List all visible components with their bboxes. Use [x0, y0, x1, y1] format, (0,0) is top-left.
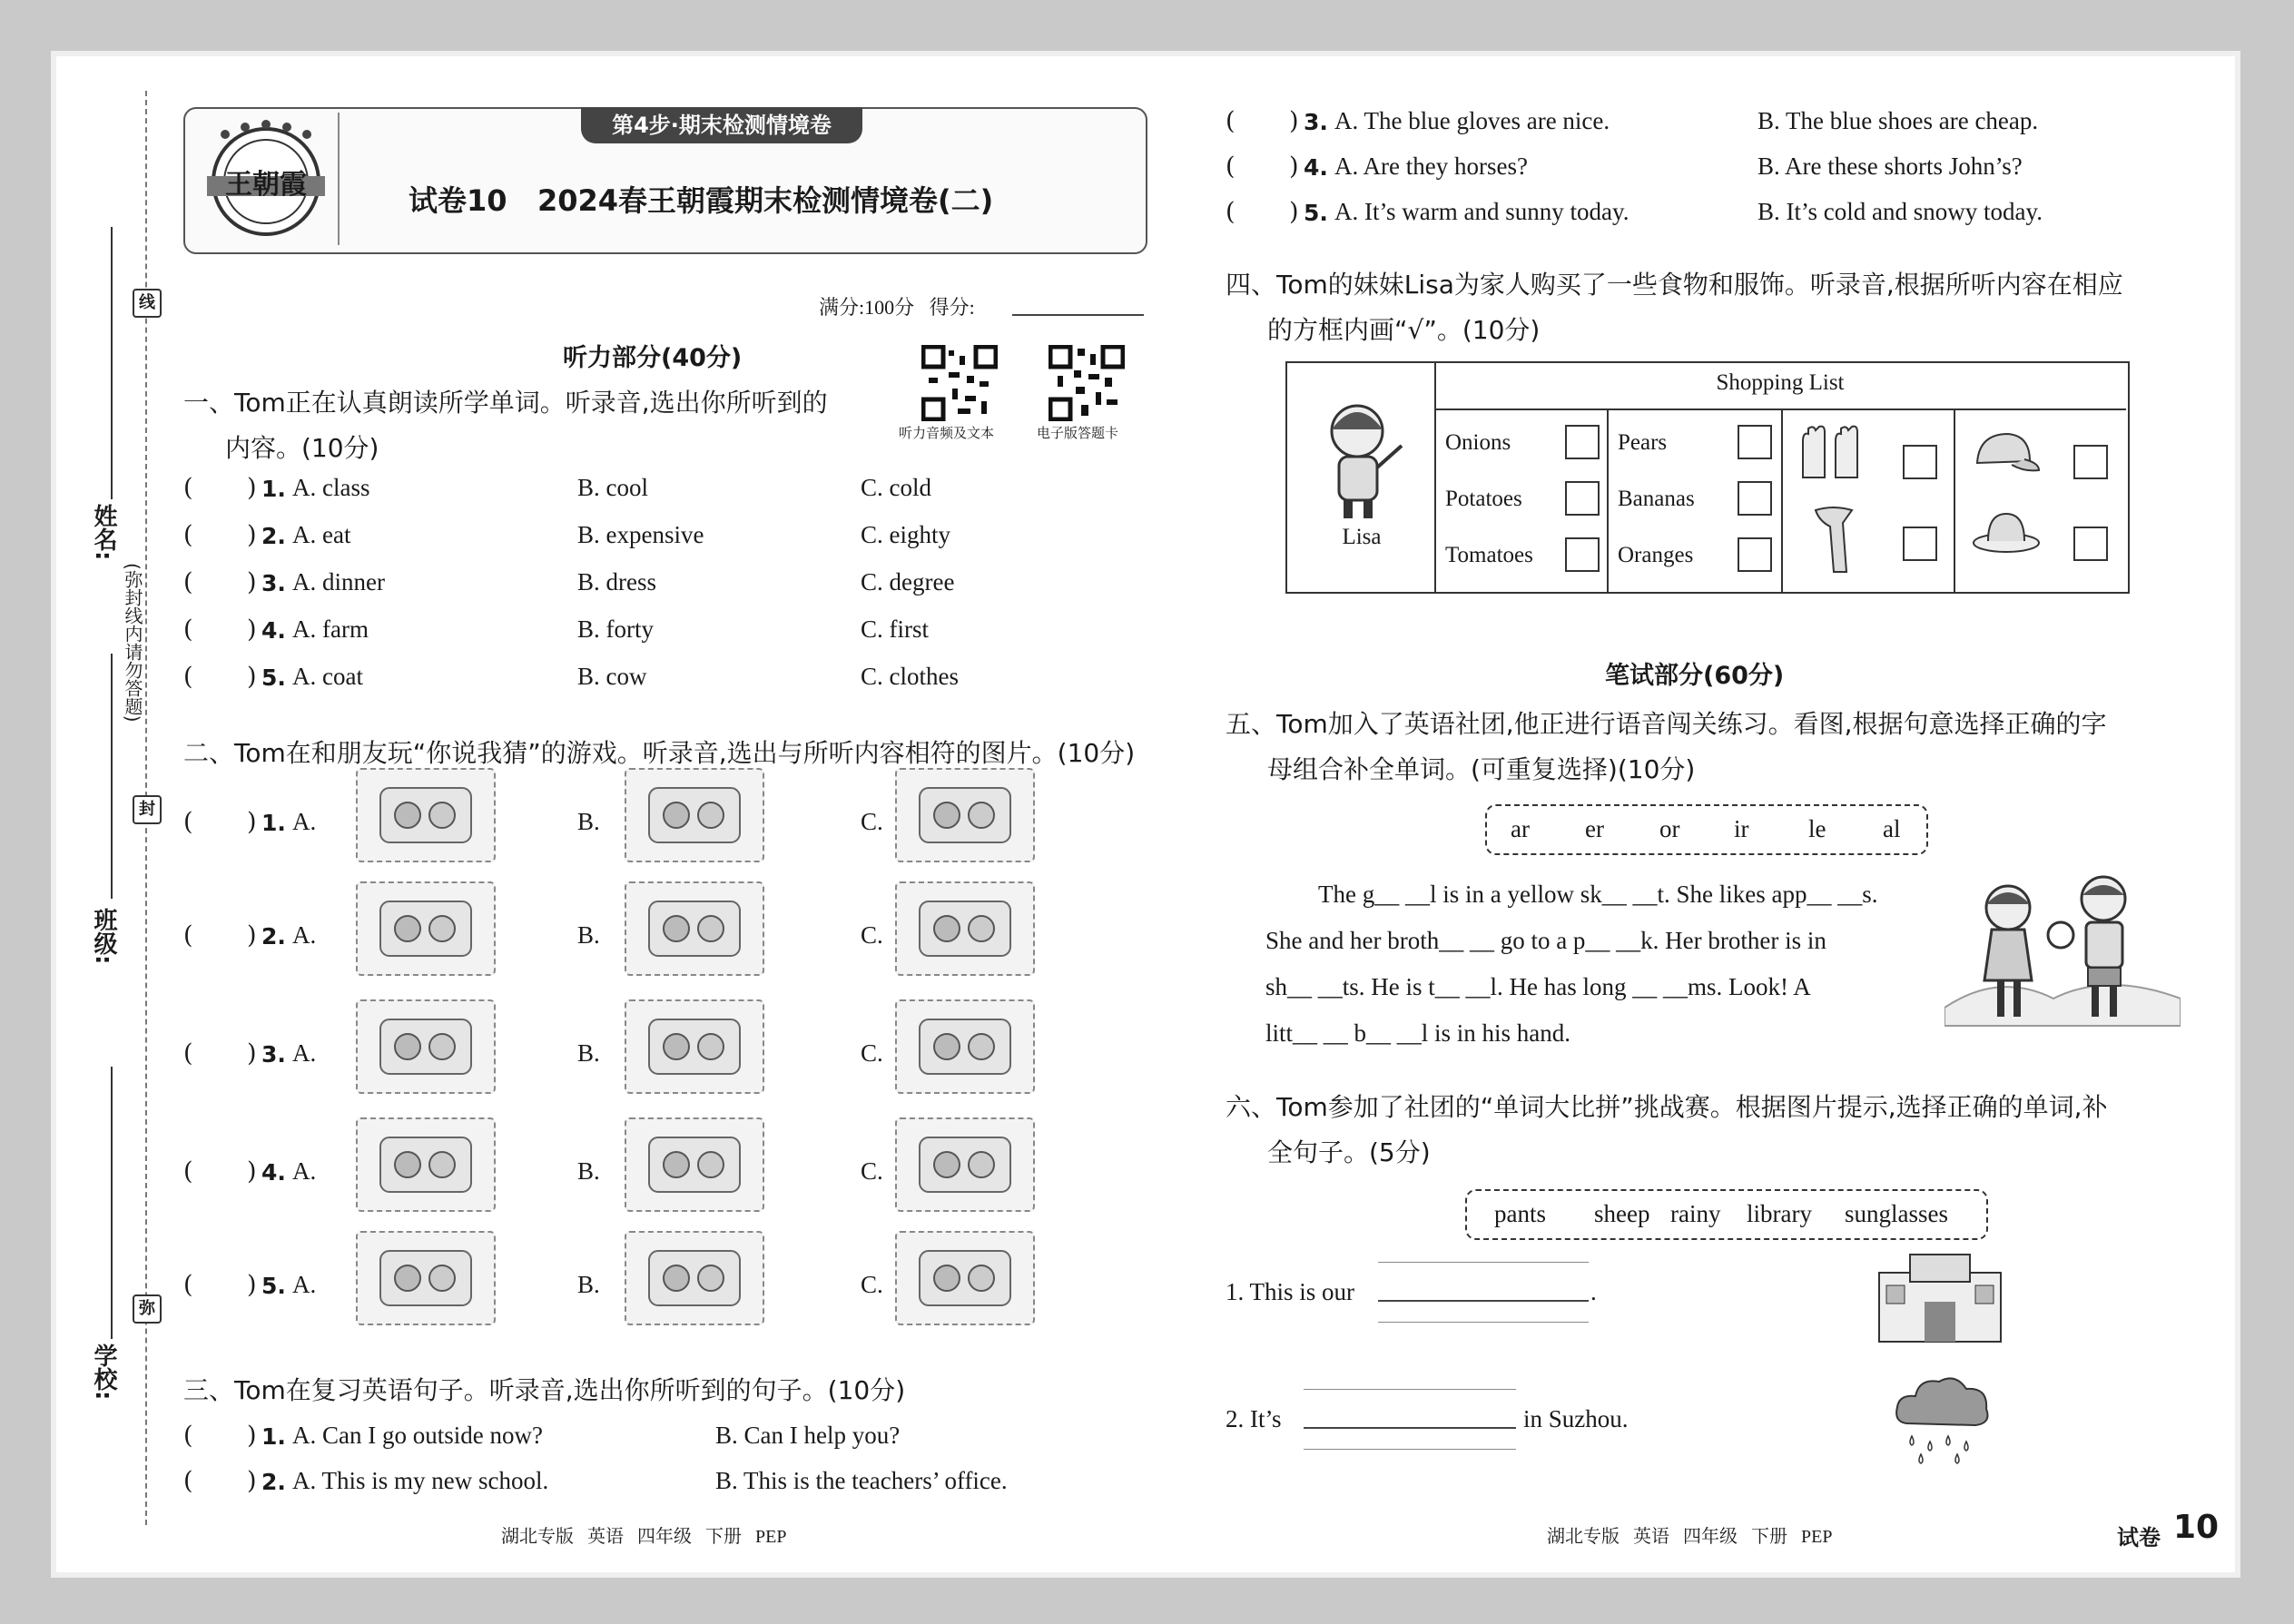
letter-options-box — [1485, 804, 1928, 855]
section4-title-cont: 的方框内画“√”。(10分) — [1267, 315, 1541, 345]
answer-blank-close: ) — [1289, 153, 1299, 181]
table-divider-c3 — [1781, 408, 1783, 592]
option-b[interactable]: B. This is the teachers’ office. — [715, 1467, 1008, 1494]
green-beans-image[interactable] — [356, 999, 496, 1094]
listening-heading: 听力部分(40分) — [563, 344, 743, 372]
option-b[interactable]: B. It’s cold and snowy today. — [1757, 198, 2043, 225]
food-potatoes-label: Potatoes — [1445, 487, 1522, 511]
kids-eating-image[interactable] — [356, 1117, 496, 1212]
option-c[interactable]: C. cold — [861, 474, 931, 501]
option-a-label: A. — [292, 1157, 317, 1185]
section6-title: 六、Tom参加了社团的“单词大比拼”挑战赛。根据图片提示,选择正确的单词,补 — [1226, 1092, 2108, 1122]
food-potatoes-checkbox[interactable] — [1565, 481, 1600, 516]
hat-image — [1970, 505, 2043, 563]
food-tomatoes-label: Tomatoes — [1445, 543, 1533, 567]
food-pears-label: Pears — [1618, 430, 1668, 455]
item-number: 2. — [261, 523, 286, 549]
answer-blank[interactable]: ( — [183, 474, 193, 502]
word-option[interactable]: sheep — [1594, 1200, 1650, 1227]
item-number: 4. — [261, 617, 286, 644]
q1-guide-top — [1378, 1262, 1589, 1263]
class-field[interactable] — [111, 654, 113, 899]
s6-q1-prefix: 1. This is our — [1226, 1278, 1355, 1305]
option-a[interactable]: A. dinner — [292, 568, 385, 595]
section2-title: 二、Tom在和朋友玩“你说我猜”的游戏。听录音,选出与所听内容相符的图片。(10分) — [183, 738, 1136, 768]
q2-guide-bottom — [1304, 1449, 1516, 1450]
answer-blank-close: ) — [247, 474, 257, 502]
sneakers-image[interactable] — [625, 1231, 764, 1325]
item-number: 1. — [261, 1423, 286, 1450]
s6-q1-answer[interactable] — [1378, 1300, 1589, 1302]
item-number: 5. — [261, 1273, 286, 1299]
cap-image[interactable] — [625, 881, 764, 976]
answer-blank[interactable]: ( — [183, 1422, 193, 1450]
answer-blank-close: ) — [247, 521, 257, 549]
item-number: 3. — [1304, 109, 1328, 135]
qr-caption-answer-sheet: 电子版答题卡 — [1037, 425, 1119, 441]
answer-blank-close: ) — [247, 615, 257, 644]
option-b-label: B. — [577, 921, 600, 949]
food-bananas-checkbox[interactable] — [1738, 481, 1772, 516]
answer-blank-close: ) — [1289, 107, 1299, 135]
answer-blank[interactable]: ( — [1226, 198, 1236, 226]
gloves-image — [1796, 423, 1868, 487]
lisa-label: Lisa — [1342, 525, 1382, 549]
letter-option[interactable]: er — [1585, 815, 1604, 842]
answer-blank-close: ) — [247, 808, 257, 836]
room-image[interactable] — [895, 768, 1035, 862]
option-c[interactable]: C. clothes — [861, 663, 959, 690]
class-label: 班级: — [90, 908, 117, 965]
umbrella-image[interactable] — [356, 881, 496, 976]
seal-mark-xian: 线 — [133, 289, 162, 318]
letter-option[interactable]: ir — [1734, 815, 1749, 842]
option-b[interactable]: B. forty — [577, 615, 654, 643]
answer-blank[interactable]: ( — [183, 615, 193, 644]
item-number: 1. — [261, 476, 286, 502]
option-a[interactable]: A. farm — [292, 615, 369, 643]
answer-blank[interactable]: ( — [183, 1271, 193, 1299]
gloves-checkbox[interactable] — [1903, 445, 1937, 479]
option-c-label: C. — [861, 921, 883, 949]
score-line: 满分:100分 得分: — [819, 296, 975, 319]
answer-blank[interactable]: ( — [183, 568, 193, 596]
option-a[interactable]: A. Are they horses? — [1334, 153, 1528, 180]
shopping-list-title: Shopping List — [1716, 370, 1845, 395]
food-oranges-checkbox[interactable] — [1738, 537, 1772, 572]
letter-option[interactable]: al — [1883, 815, 1901, 842]
answer-blank[interactable]: ( — [183, 663, 193, 691]
letter-option[interactable]: ar — [1511, 815, 1530, 842]
school-field[interactable] — [111, 1067, 113, 1339]
option-b[interactable]: B. cool — [577, 474, 648, 501]
cap-image — [1970, 427, 2043, 481]
option-c-label: C. — [861, 1157, 883, 1185]
option-b-label: B. — [577, 1271, 600, 1298]
rain-cloud-image — [1890, 1369, 1995, 1469]
section6-title-cont: 全句子。(5分) — [1267, 1137, 1431, 1167]
socks-image[interactable] — [356, 1231, 496, 1325]
vegetable-basket-image[interactable] — [895, 999, 1035, 1094]
hat-checkbox[interactable] — [2073, 527, 2108, 561]
passage-line[interactable]: She and her broth__ __ go to a p__ __k. Her brother is in — [1265, 927, 1826, 954]
seal-notice: (弥封线内请勿答题) — [122, 563, 143, 723]
footer-left: 湖北专版 英语 四年级 下册 PEP — [501, 1527, 787, 1547]
option-c-label: C. — [861, 1271, 883, 1298]
answer-blank-close: ) — [247, 1467, 257, 1495]
seal-mark-mi: 弥 — [133, 1294, 162, 1324]
item-number: 4. — [1304, 154, 1328, 181]
s6-q1-suffix: . — [1590, 1278, 1597, 1305]
answer-blank[interactable]: ( — [183, 521, 193, 549]
boy-sleeping-image[interactable] — [625, 1117, 764, 1212]
food-onions-label: Onions — [1445, 430, 1511, 455]
score-field[interactable] — [1012, 314, 1144, 316]
q2-guide-top — [1304, 1389, 1516, 1390]
option-a[interactable]: A. coat — [292, 663, 363, 690]
option-a[interactable]: A. class — [292, 474, 370, 501]
answer-blank[interactable]: ( — [183, 1467, 193, 1495]
answer-blank-close: ) — [247, 1422, 257, 1450]
answer-blank[interactable]: ( — [1226, 107, 1236, 135]
answer-blank[interactable]: ( — [183, 1039, 193, 1068]
option-b-label: B. — [577, 1157, 600, 1185]
section1-title: 一、Tom正在认真朗读所学单词。听录音,选出你所听到的 — [183, 388, 828, 418]
option-c-label: C. — [861, 1039, 883, 1067]
food-pears-checkbox[interactable] — [1738, 425, 1772, 459]
option-b[interactable]: B. cow — [577, 663, 647, 690]
passage-line[interactable]: The g__ __l is in a yellow sk__ __t. She likes app__ __s. — [1318, 881, 1878, 908]
exam-title: 试卷10 2024春王朝霞期末检测情境卷(二) — [409, 183, 994, 218]
section3-title: 三、Tom在复习英语句子。听录音,选出你所听到的句子。(10分) — [183, 1375, 906, 1405]
section5-title-cont: 母组合补全单词。(可重复选择)(10分) — [1267, 754, 1696, 784]
answer-blank[interactable]: ( — [183, 808, 193, 836]
answer-blank-close: ) — [247, 1271, 257, 1299]
qr-code-audio[interactable] — [921, 345, 998, 421]
item-number: 5. — [1304, 200, 1328, 226]
s6-q2-prefix: 2. It’s — [1226, 1405, 1282, 1432]
food-onions-checkbox[interactable] — [1565, 425, 1600, 459]
option-a-label: A. — [292, 1271, 317, 1298]
answer-blank-close: ) — [247, 1039, 257, 1068]
option-b-label: B. — [577, 1039, 600, 1067]
section4-title: 四、Tom的妹妹Lisa为家人购买了一些食物和服饰。听录音,根据所听内容在相应 — [1226, 270, 2123, 300]
item-number: 3. — [261, 570, 286, 596]
option-a[interactable]: A. The blue gloves are nice. — [1334, 107, 1610, 134]
option-c-label: C. — [861, 808, 883, 835]
scarf-image — [1807, 505, 1861, 577]
qr-caption-audio: 听力音频及文本 — [899, 425, 995, 441]
item-number: 1. — [261, 810, 286, 836]
table-divider-person — [1434, 361, 1436, 592]
option-c[interactable]: C. first — [861, 615, 930, 643]
table-divider-title — [1434, 408, 2126, 410]
step-label: 第4步·期末检测情境卷 — [581, 107, 862, 143]
option-a-label: A. — [292, 808, 317, 835]
letter-option[interactable]: le — [1808, 815, 1826, 842]
seal-mark-feng: 封 — [133, 795, 162, 824]
skirt-image[interactable] — [895, 881, 1035, 976]
boy-at-door-image[interactable] — [895, 1117, 1035, 1212]
table-divider-c2 — [1607, 408, 1609, 592]
library-image — [1874, 1245, 2006, 1345]
answer-blank[interactable]: ( — [183, 921, 193, 950]
q1-guide-bottom — [1378, 1322, 1589, 1323]
shorts-image[interactable] — [895, 1231, 1035, 1325]
s6-q2-answer[interactable] — [1304, 1427, 1516, 1429]
cap-checkbox[interactable] — [2073, 445, 2108, 479]
answer-blank-close: ) — [1289, 198, 1299, 226]
item-number: 5. — [261, 664, 286, 691]
option-c[interactable]: C. degree — [861, 568, 955, 595]
item-number: 2. — [261, 923, 286, 950]
word-option[interactable]: pants — [1494, 1200, 1546, 1227]
food-tomatoes-checkbox[interactable] — [1565, 537, 1600, 572]
option-b[interactable]: B. expensive — [577, 521, 704, 548]
banner-divider — [338, 113, 340, 245]
answer-blank[interactable]: ( — [1226, 153, 1236, 181]
word-option[interactable]: rainy — [1670, 1200, 1721, 1227]
paper-number: 10 — [2173, 1509, 2220, 1546]
option-b[interactable]: B. The blue shoes are cheap. — [1757, 107, 2039, 134]
option-b[interactable]: B. Are these shorts John’s? — [1757, 153, 2023, 180]
scarf-checkbox[interactable] — [1903, 527, 1937, 561]
answer-blank-close: ) — [247, 663, 257, 691]
answer-blank-close: ) — [247, 568, 257, 596]
option-c[interactable]: C. eighty — [861, 521, 950, 548]
boy-girl-illustration — [1944, 871, 2181, 1035]
letter-option[interactable]: or — [1659, 815, 1680, 842]
option-b-label: B. — [577, 808, 600, 835]
passage-line[interactable]: litt__ __ b__ __l is in his hand. — [1265, 1019, 1571, 1047]
footer-right: 湖北专版 英语 四年级 下册 PEP — [1547, 1527, 1833, 1547]
option-b[interactable]: B. dress — [577, 568, 656, 595]
answer-blank-close: ) — [247, 1157, 257, 1186]
item-number: 2. — [261, 1469, 286, 1495]
writing-heading: 笔试部分(60分) — [1605, 662, 1785, 690]
item-number: 3. — [261, 1041, 286, 1068]
answer-blank[interactable]: ( — [183, 1157, 193, 1186]
tomatoes-image[interactable] — [625, 999, 764, 1094]
school-label: 学校: — [90, 1343, 117, 1401]
qr-code-answer-sheet[interactable] — [1049, 345, 1125, 421]
paper-label: 试卷 — [2117, 1525, 2161, 1550]
option-a-label: A. — [292, 921, 317, 949]
logo-text: 王朝霞 — [225, 169, 307, 201]
option-a-label: A. — [292, 1039, 317, 1067]
table-divider-c4 — [1954, 408, 1955, 592]
food-oranges-label: Oranges — [1618, 543, 1694, 567]
name-field[interactable] — [111, 227, 113, 499]
lisa-illustration — [1307, 395, 1416, 522]
s6-q2-suffix: in Suzhou. — [1523, 1405, 1629, 1432]
item-number: 4. — [261, 1159, 286, 1186]
passage-line[interactable]: sh__ __ts. He is t__ __l. He has long __ __ms. Look! A — [1265, 973, 1811, 1000]
stadium-image[interactable] — [625, 768, 764, 862]
option-b[interactable]: B. Can I help you? — [715, 1422, 901, 1449]
answer-blank-close: ) — [247, 921, 257, 950]
food-bananas-label: Bananas — [1618, 487, 1695, 511]
word-option[interactable]: sunglasses — [1845, 1200, 1948, 1227]
option-a[interactable]: A. This is my new school. — [292, 1467, 549, 1494]
section5-title: 五、Tom加入了英语社团,他正进行语音闯关练习。看图,根据句意选择正确的字 — [1226, 709, 2107, 739]
option-a[interactable]: A. It’s warm and sunny today. — [1334, 198, 1629, 225]
option-a[interactable]: A. Can I go outside now? — [292, 1422, 543, 1449]
option-a[interactable]: A. eat — [292, 521, 351, 548]
word-option[interactable]: library — [1747, 1200, 1812, 1227]
name-label: 姓名: — [90, 504, 117, 561]
section1-title-cont: 内容。(10分) — [225, 433, 379, 463]
school-gate-image[interactable] — [356, 768, 496, 862]
